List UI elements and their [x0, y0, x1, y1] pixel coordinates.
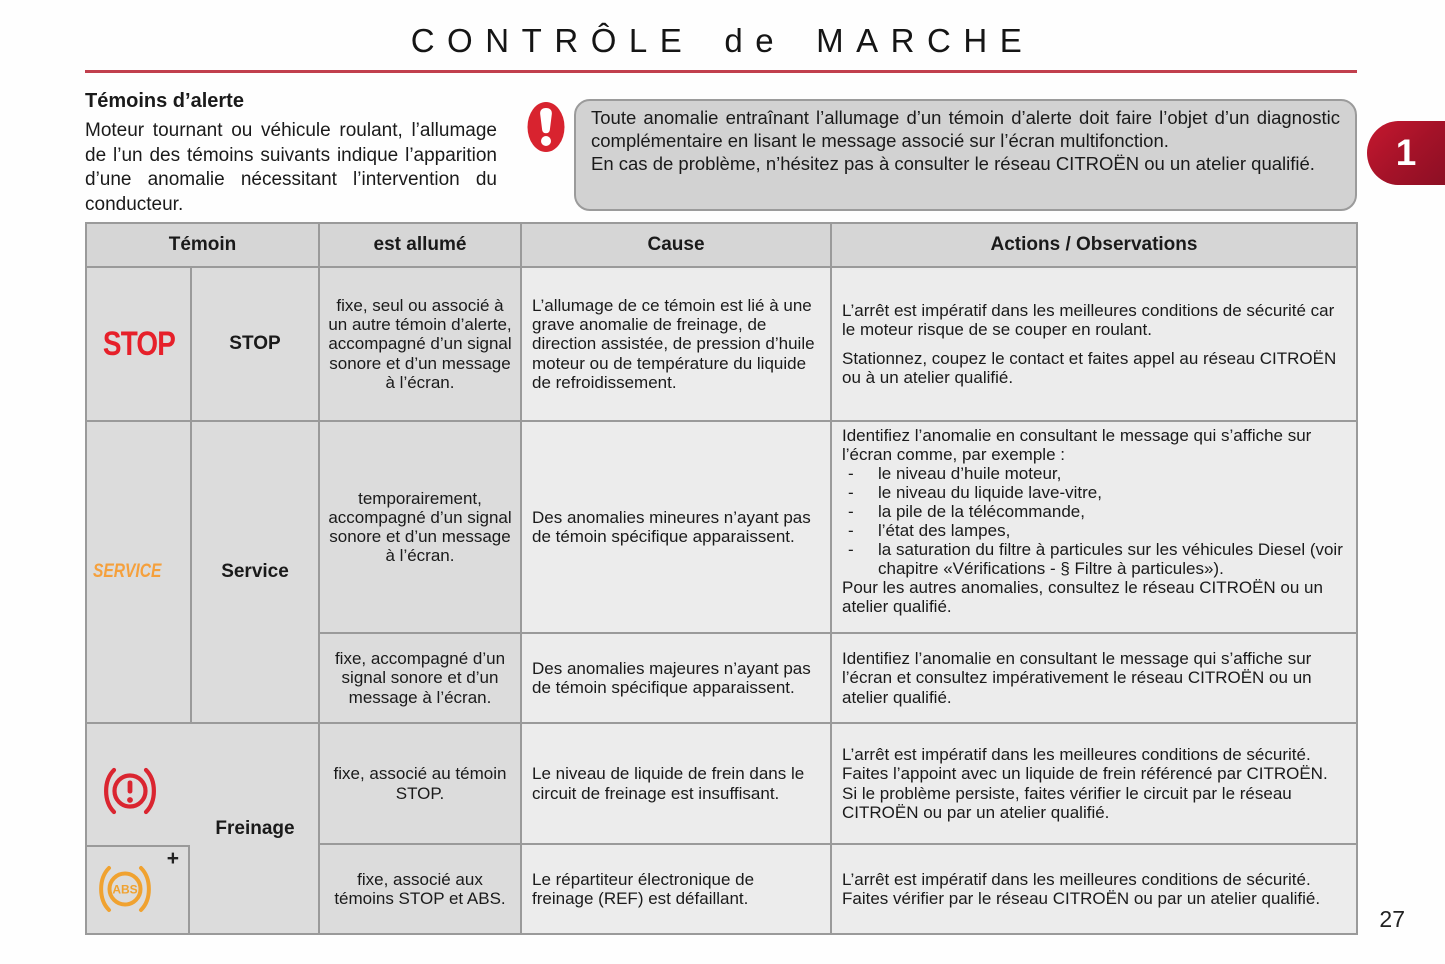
actions-outro: Pour les autres anomalies, consultez le réseau CITROËN ou un atelier qualifié.	[842, 578, 1323, 617]
freinage-sub1-actions	[832, 724, 1356, 843]
stop-warning-icon: STOP	[102, 324, 175, 363]
action-paragraph: Si le problème persiste, faites vérifier le circuit par le réseau CITROËN ou par un atelier qualifié.	[842, 783, 1292, 822]
action-paragraph: L’arrêt est impératif dans les meilleures conditions de sécurité.	[842, 745, 1311, 765]
bullet-item: - la saturation du filtre à particules sur les véhicules Diesel (voir chapitre «Vérifications - § Filtre à particules»).	[842, 540, 1346, 578]
warning-note	[574, 99, 1357, 211]
stop-cause: L’allumage de ce témoin est lié à une grave anomalie de freinage, de direction assistée, de pression d’huile moteur ou de température du liquide de refroidissement.	[522, 268, 830, 420]
col-header-actions: Actions / Observations	[832, 224, 1356, 266]
intro-heading: Témoins d’alerte	[85, 90, 244, 112]
service-sub1-cause: Des anomalies mineures n’ayant pas de témoin spécifique apparaissent.	[522, 422, 830, 632]
warning-lights-table	[85, 222, 1358, 935]
bullet-dash: -	[848, 521, 854, 541]
page-number: 27	[1379, 906, 1405, 932]
abs-lamp-cell	[87, 845, 190, 933]
action-paragraph: Stationnez, coupez le contact et faites appel au réseau CITROËN ou à un atelier qualifié.	[842, 348, 1337, 387]
bullet-item: - le niveau du liquide lave-vitre,	[842, 483, 1346, 502]
service-warning-icon: SERVICE	[93, 561, 162, 583]
bullet-dash: -	[848, 464, 854, 484]
page-title: CONTRÔLE de MARCHE	[410, 22, 1035, 59]
bullet-dash: -	[848, 502, 854, 522]
freinage-sub2-allume: fixe, associé aux témoins STOP et ABS.	[320, 845, 520, 933]
bullet-dash: -	[848, 540, 854, 560]
exclamation-warning-icon	[527, 101, 565, 153]
bullet-item: - le niveau d’huile moteur,	[842, 464, 1346, 483]
service-lamp-cell	[87, 422, 190, 722]
freinage-sub2-cause: Le répartiteur électronique de freinage (REF) est défaillant.	[522, 845, 830, 933]
service-sub2-cause: Des anomalies majeures n’ayant pas de témoin spécifique apparaissent.	[522, 634, 830, 722]
svg-text:ABS: ABS	[112, 882, 138, 897]
service-sub1-allume: temporairement, accompagné d’un signal sonore et d’un message à l’écran.	[320, 422, 520, 632]
bullet-item: - la pile de la télécommande,	[842, 502, 1346, 521]
action-paragraph: Faites vérifier par le réseau CITROËN ou par un atelier qualifié.	[842, 889, 1321, 908]
freinage-sub1-cause: Le niveau de liquide de frein dans le circuit de freinage est insuffisant.	[522, 724, 830, 843]
action-paragraph: Identifiez l’anomalie en consultant le message qui s’affiche sur l’écran et consultez impérativement le réseau CITROËN ou un atelier qualifié.	[842, 649, 1312, 707]
service-sub2-allume: fixe, accompagné d’un signal sonore et d’un message à l’écran.	[320, 634, 520, 722]
intro-body: Moteur tournant ou véhicule roulant, l’allumage de l’un des témoins suivants indique l’apparition d’une anomalie nécessitant l’intervention du conducteur.	[85, 120, 497, 216]
col-header-cause: Cause	[522, 224, 830, 266]
action-paragraph: L’arrêt est impératif dans les meilleures conditions de sécurité.	[842, 869, 1311, 889]
brake-warning-icon	[98, 762, 162, 820]
service-sub2-actions	[832, 634, 1356, 722]
col-header-est-allume: est allumé	[320, 224, 520, 266]
stop-actions	[832, 268, 1356, 420]
title-rule	[85, 70, 1357, 73]
stop-allume: fixe, seul ou associé à un autre témoin d’alerte, accompagné d’un signal sonore et d’un message à l’écran.	[320, 268, 520, 420]
freinage-name: Freinage	[215, 817, 295, 839]
actions-bullet-list	[842, 464, 1346, 578]
chapter-tab	[1367, 121, 1445, 185]
service-sub1-actions	[832, 422, 1356, 632]
service-name: Service	[192, 422, 318, 722]
warning-line: En cas de problème, n’hésitez pas à consulter le réseau CITROËN ou un atelier qualifié.	[591, 152, 1315, 174]
freinage-lamp-cell	[87, 724, 318, 933]
bullet-item: - l’état des lampes,	[842, 521, 1346, 540]
stop-name: STOP	[192, 268, 318, 420]
col-header-temoin: Témoin	[87, 224, 318, 266]
actions-intro: Identifiez l’anomalie en consultant le message qui s’affiche sur l’écran comme, par exemple :	[842, 426, 1312, 465]
action-paragraph: Faites l’appoint avec un liquide de frein référencé par CITROËN.	[842, 764, 1328, 784]
abs-warning-icon	[93, 860, 157, 918]
plus-sign: +	[166, 847, 179, 870]
bullet-dash: -	[848, 483, 854, 503]
action-paragraph: L’arrêt est impératif dans les meilleures conditions de sécurité car le moteur risque de se couper en roulant.	[842, 301, 1335, 340]
chapter-number: 1	[1395, 132, 1417, 173]
freinage-sub2-actions	[832, 845, 1356, 933]
intro-section	[85, 90, 497, 218]
freinage-sub1-allume: fixe, associé au témoin STOP.	[320, 724, 520, 843]
stop-lamp-cell	[87, 268, 190, 420]
warning-line: Toute anomalie entraînant l’allumage d’un témoin d’alerte doit faire l’objet d’un diagnostic complémentaire en lisant le message associé sur l’écran multifonction.	[591, 107, 1340, 151]
